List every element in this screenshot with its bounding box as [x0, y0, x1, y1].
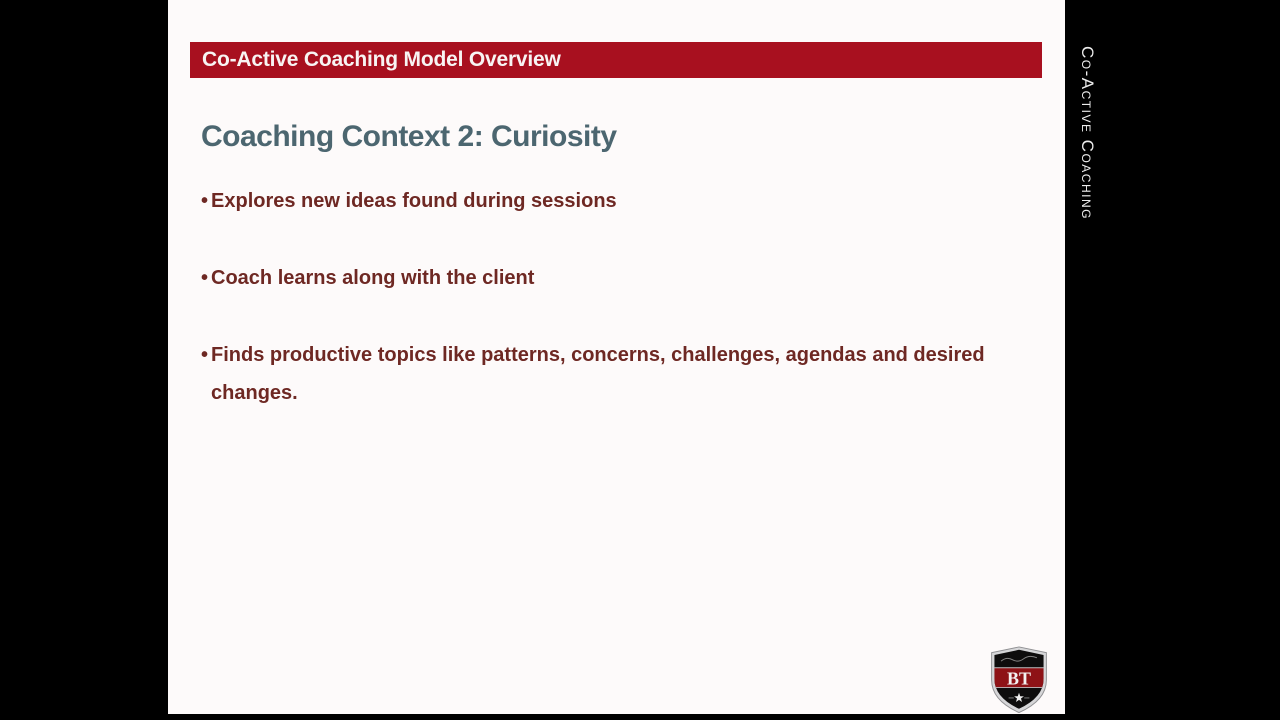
slide-header-bar: [190, 42, 1042, 78]
slide-header-title: Co-Active Coaching Model Overview: [202, 48, 561, 71]
bt-shield-logo: [988, 646, 1050, 714]
bullet-item: [201, 182, 617, 220]
bullet-text: Finds productive topics like patterns, concerns, challenges, agendas and desired changes.: [211, 344, 985, 404]
logo-initials: BT: [1007, 668, 1031, 689]
bullet-text: Coach learns along with the client: [211, 267, 535, 289]
slide-title: Coaching Context 2: Curiosity: [201, 120, 617, 153]
slide: [168, 0, 1065, 714]
bullet-item: [201, 336, 991, 412]
right-letterbox-panel: [1065, 0, 1280, 720]
bullet-item: [201, 259, 534, 297]
bullet-icon: •: [201, 267, 209, 289]
bullet-icon: •: [201, 190, 209, 212]
bullet-icon: •: [201, 344, 209, 366]
bullet-text: Explores new ideas found during sessions: [211, 190, 617, 212]
letterbox-left: [0, 0, 168, 720]
vertical-brand-label: Co-Active Coaching: [1078, 46, 1097, 220]
